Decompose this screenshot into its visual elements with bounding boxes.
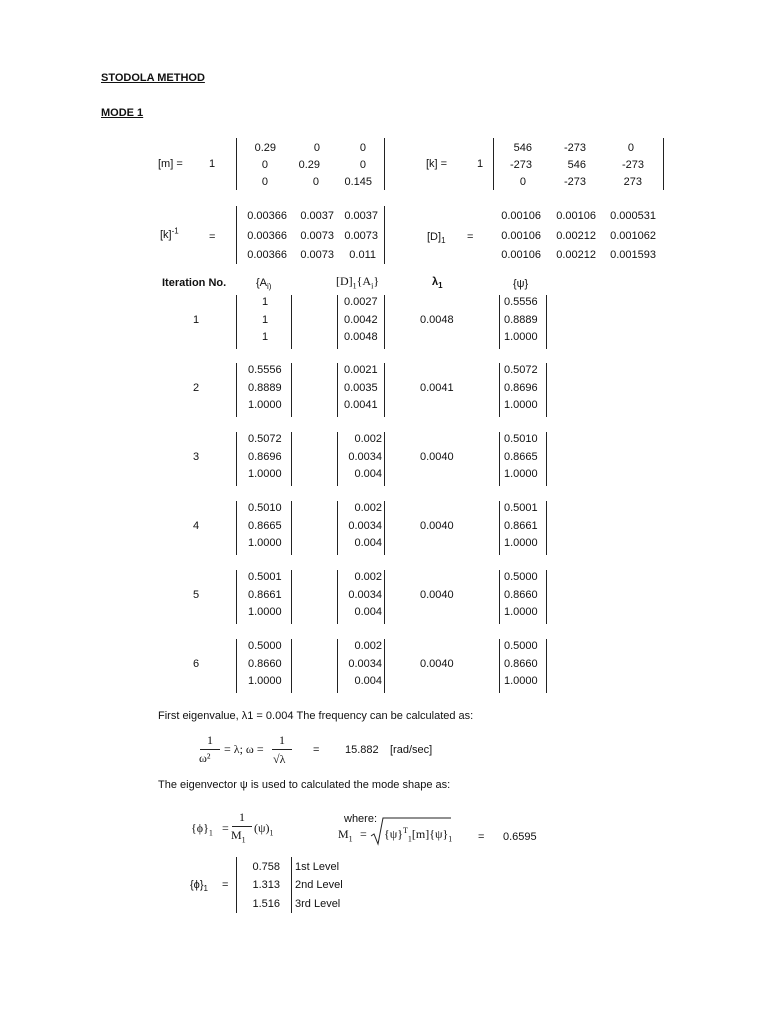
a-bracket-left xyxy=(236,363,237,417)
kinv-cell: 0.0037 xyxy=(344,210,378,222)
freq-num1: 1 xyxy=(207,733,213,747)
mass-cell: 0 xyxy=(312,176,319,188)
a-value: 0.5010 xyxy=(248,502,282,514)
dyn-cell: 0.00106 xyxy=(556,210,596,222)
phi-eq: = xyxy=(222,821,229,835)
stiffness-cell: 546 xyxy=(567,159,586,171)
a-value: 0.5072 xyxy=(248,433,282,445)
freq-value: 15.882 xyxy=(345,744,379,756)
psi-bracket-left xyxy=(499,432,500,486)
a-value: 0.8665 xyxy=(248,520,282,532)
psi-header: {ψ} xyxy=(513,278,529,290)
mode-shape-text: The eigenvector ψ is used to calculated the mode shape as: xyxy=(158,779,451,791)
kinv-cell: 0.0073 xyxy=(344,230,378,242)
da-header: $[D]_1\{A_i\}$ xyxy=(336,274,380,291)
iteration-number: 5 xyxy=(192,589,200,601)
da-value: 0.002 xyxy=(354,571,382,583)
da-value: 0.004 xyxy=(354,606,382,618)
kinv-cell: 0.00366 xyxy=(247,210,287,222)
stiffness-bracket-left xyxy=(493,138,494,190)
psi-value: 0.5010 xyxy=(504,433,538,445)
da-value: 0.002 xyxy=(354,502,382,514)
kinv-cell: 0.0037 xyxy=(300,210,334,222)
phi-den: $M_1$ xyxy=(231,828,246,845)
m1-equals: = xyxy=(478,831,485,843)
mass-scalar: 1 xyxy=(209,158,216,170)
psi-value: 1.0000 xyxy=(504,537,538,549)
da-bracket-right xyxy=(384,570,385,624)
psi-bracket-left xyxy=(499,639,500,693)
stiffness-cell: -273 xyxy=(563,142,586,154)
da-bracket-left xyxy=(337,639,338,693)
kinv-bracket-left xyxy=(236,206,237,264)
lambda-value: 0.0041 xyxy=(420,382,454,394)
stiffness-cell: 546 xyxy=(513,142,532,154)
da-value: 0.004 xyxy=(354,537,382,549)
psi-bracket-right xyxy=(546,570,547,624)
lambda-value: 0.0040 xyxy=(420,589,454,601)
psi-value: 1.0000 xyxy=(504,331,538,343)
a-bracket-right xyxy=(291,570,292,624)
a-value: 0.8661 xyxy=(248,589,282,601)
da-value: 0.0041 xyxy=(344,399,378,411)
a-bracket-right xyxy=(291,432,292,486)
iteration-header: Iteration No. xyxy=(162,277,227,289)
da-value: 0.0034 xyxy=(348,520,382,532)
m1-eq: = xyxy=(360,827,367,841)
psi-bracket-right xyxy=(546,295,547,349)
kinv-equals: = xyxy=(209,231,216,243)
psi-value: 0.5001 xyxy=(504,502,538,514)
da-bracket-right xyxy=(384,432,385,486)
m1-value: 0.6595 xyxy=(503,831,537,843)
da-bracket-left xyxy=(337,501,338,555)
phi-bracket-right xyxy=(291,857,292,913)
da-value: 0.0034 xyxy=(348,658,382,670)
phi-num: 1 xyxy=(239,810,245,824)
lambda-value: 0.0040 xyxy=(420,658,454,670)
stiffness-cell: -273 xyxy=(509,159,532,171)
kinv-cell: 0.011 xyxy=(349,249,376,261)
level-label: 1st Level xyxy=(295,861,340,873)
mass-cell: 0 xyxy=(261,159,268,171)
phi-value: 1.516 xyxy=(252,898,280,910)
a-value: 0.8889 xyxy=(248,382,282,394)
dyn-cell: 0.000531 xyxy=(610,210,656,222)
psi-bracket-left xyxy=(499,570,500,624)
eigenvalue-text: First eigenvalue, λ1 = 0.004 The frequency can be calculated as: xyxy=(158,710,474,722)
psi-value: 0.8665 xyxy=(504,451,538,463)
mass-cell: 0.145 xyxy=(344,176,372,188)
kinv-cell: 0.00366 xyxy=(247,230,287,242)
da-value: 0.0021 xyxy=(344,364,378,376)
psi-value: 1.0000 xyxy=(504,606,538,618)
phi-rhs: $(\psi)_1$ xyxy=(254,821,274,838)
m1-where: where: xyxy=(344,813,378,825)
da-value: 0.004 xyxy=(354,675,382,687)
mass-cell: 0 xyxy=(359,159,366,171)
stiffness-cell: -273 xyxy=(621,159,644,171)
da-bracket-right xyxy=(384,363,385,417)
m1-body: $\{\psi\}^T_1[m]\{\psi\}_1$ xyxy=(384,826,453,844)
dyn-equals: = xyxy=(467,231,474,243)
psi-bracket-right xyxy=(546,501,547,555)
iteration-number: 3 xyxy=(192,451,200,463)
a-value: 1 xyxy=(261,331,269,343)
a-bracket-left xyxy=(236,295,237,349)
mass-bracket-left xyxy=(236,138,237,190)
stiffness-cell: 0 xyxy=(627,142,634,154)
da-bracket-right xyxy=(384,639,385,693)
lambda-header: $\lambda_1$ xyxy=(432,276,443,291)
phi-value: 0.758 xyxy=(252,861,280,873)
mass-cell: 0 xyxy=(261,176,268,188)
freq-den1: ω² xyxy=(199,751,211,765)
da-bracket-left xyxy=(337,363,338,417)
a-value: 0.5001 xyxy=(248,571,282,583)
dyn-cell: 0.00212 xyxy=(556,230,596,242)
page-title: STODOLA METHOD xyxy=(101,72,205,84)
a-bracket-left xyxy=(236,570,237,624)
da-bracket-right xyxy=(384,295,385,349)
psi-value: 0.8696 xyxy=(504,382,538,394)
da-value: 0.0048 xyxy=(344,331,378,343)
iteration-number: 4 xyxy=(192,520,200,532)
stiffness-cell: -273 xyxy=(563,176,586,188)
freq-fraction-bar xyxy=(272,749,292,750)
a-value: 0.5556 xyxy=(248,364,282,376)
da-value: 0.0034 xyxy=(348,589,382,601)
freq-mid: = λ; ω = xyxy=(224,742,264,756)
a-bracket-left xyxy=(236,501,237,555)
da-bracket-left xyxy=(337,570,338,624)
psi-value: 1.0000 xyxy=(504,675,538,687)
kinv-bracket-right xyxy=(384,206,385,264)
a-bracket-left xyxy=(236,639,237,693)
stiffness-cell: 0 xyxy=(519,176,526,188)
a-bracket-right xyxy=(291,639,292,693)
a-vector-header: {$A_{i)}$ xyxy=(256,277,272,292)
freq-fraction-bar xyxy=(200,749,220,750)
psi-value: 0.5072 xyxy=(504,364,538,376)
dyn-cell: 0.00106 xyxy=(501,249,541,261)
a-bracket-left xyxy=(236,432,237,486)
stiffness-label: [k] = xyxy=(426,158,448,170)
iteration-number: 1 xyxy=(192,314,200,326)
da-bracket-right xyxy=(384,501,385,555)
dyn-cell: 0.001062 xyxy=(610,230,656,242)
da-value: 0.0034 xyxy=(348,451,382,463)
freq-den2: √λ xyxy=(273,752,286,766)
dyn-label: $[D]_1$ xyxy=(427,231,446,246)
a-value: 1 xyxy=(261,314,269,326)
da-value: 0.0027 xyxy=(344,296,378,308)
da-value: 0.0042 xyxy=(344,314,378,326)
a-value: 1.0000 xyxy=(248,606,282,618)
dyn-cell: 0.00212 xyxy=(556,249,596,261)
psi-value: 0.5000 xyxy=(504,640,538,652)
kinv-cell: 0.00366 xyxy=(247,249,287,261)
psi-value: 0.5556 xyxy=(504,296,538,308)
mass-cell: 0 xyxy=(359,142,366,154)
lambda-value: 0.0040 xyxy=(420,451,454,463)
stiffness-cell: 273 xyxy=(623,176,642,188)
a-value: 1.0000 xyxy=(248,468,282,480)
psi-bracket-left xyxy=(499,363,500,417)
psi-value: 0.8660 xyxy=(504,658,538,670)
phi-result-equals: = xyxy=(222,879,229,891)
psi-value: 0.5000 xyxy=(504,571,538,583)
a-value: 1 xyxy=(261,296,269,308)
freq-equals: = xyxy=(313,744,320,756)
a-bracket-right xyxy=(291,501,292,555)
da-bracket-left xyxy=(337,432,338,486)
iteration-number: 6 xyxy=(192,658,200,670)
psi-value: 0.8660 xyxy=(504,589,538,601)
kinv-label: $[k]^{-1}$ xyxy=(160,226,179,241)
a-value: 0.8696 xyxy=(248,451,282,463)
mass-cell: 0.29 xyxy=(254,142,276,154)
da-value: 0.002 xyxy=(354,433,382,445)
phi-lhs: $\{\phi\}_1$ xyxy=(191,821,213,838)
lambda-value: 0.0048 xyxy=(420,314,454,326)
phi-result-label: $\{\phi\}_1$ xyxy=(190,879,208,894)
phi-bracket-left xyxy=(236,857,237,913)
psi-value: 1.0000 xyxy=(504,468,538,480)
phi-value: 1.313 xyxy=(252,879,280,891)
da-bracket-left xyxy=(337,295,338,349)
da-value: 0.004 xyxy=(354,468,382,480)
mass-cell: 0 xyxy=(313,142,320,154)
a-value: 0.5000 xyxy=(248,640,282,652)
psi-bracket-left xyxy=(499,295,500,349)
section-title: MODE 1 xyxy=(101,107,144,119)
lambda-value: 0.0040 xyxy=(420,520,454,532)
dyn-cell: 0.001593 xyxy=(610,249,656,261)
kinv-cell: 0.0073 xyxy=(300,249,334,261)
psi-bracket-right xyxy=(546,639,547,693)
mass-bracket-right xyxy=(384,138,385,190)
iteration-number: 2 xyxy=(192,382,200,394)
mass-label: [m] = xyxy=(158,158,183,170)
dyn-cell: 0.00106 xyxy=(501,210,541,222)
m1-lhs: $M_1$ xyxy=(338,827,353,844)
kinv-cell: 0.0073 xyxy=(300,230,334,242)
phi-fraction-bar xyxy=(232,826,252,827)
freq-unit: [rad/sec] xyxy=(390,744,433,756)
psi-value: 1.0000 xyxy=(504,399,538,411)
level-label: 2nd Level xyxy=(295,879,343,891)
psi-value: 0.8661 xyxy=(504,520,538,532)
dyn-cell: 0.00106 xyxy=(501,230,541,242)
a-value: 0.8660 xyxy=(248,658,282,670)
mass-cell: 0.29 xyxy=(298,159,320,171)
freq-num2: 1 xyxy=(279,733,285,747)
da-value: 0.002 xyxy=(354,640,382,652)
a-value: 1.0000 xyxy=(248,537,282,549)
a-value: 1.0000 xyxy=(248,675,282,687)
level-label: 3rd Level xyxy=(295,898,341,910)
da-value: 0.0035 xyxy=(344,382,378,394)
a-bracket-right xyxy=(291,363,292,417)
stiffness-bracket-right xyxy=(663,138,664,190)
a-bracket-right xyxy=(291,295,292,349)
psi-value: 0.8889 xyxy=(504,314,538,326)
psi-bracket-right xyxy=(546,432,547,486)
psi-bracket-left xyxy=(499,501,500,555)
stiffness-scalar: 1 xyxy=(477,158,484,170)
psi-bracket-right xyxy=(546,363,547,417)
a-value: 1.0000 xyxy=(248,399,282,411)
